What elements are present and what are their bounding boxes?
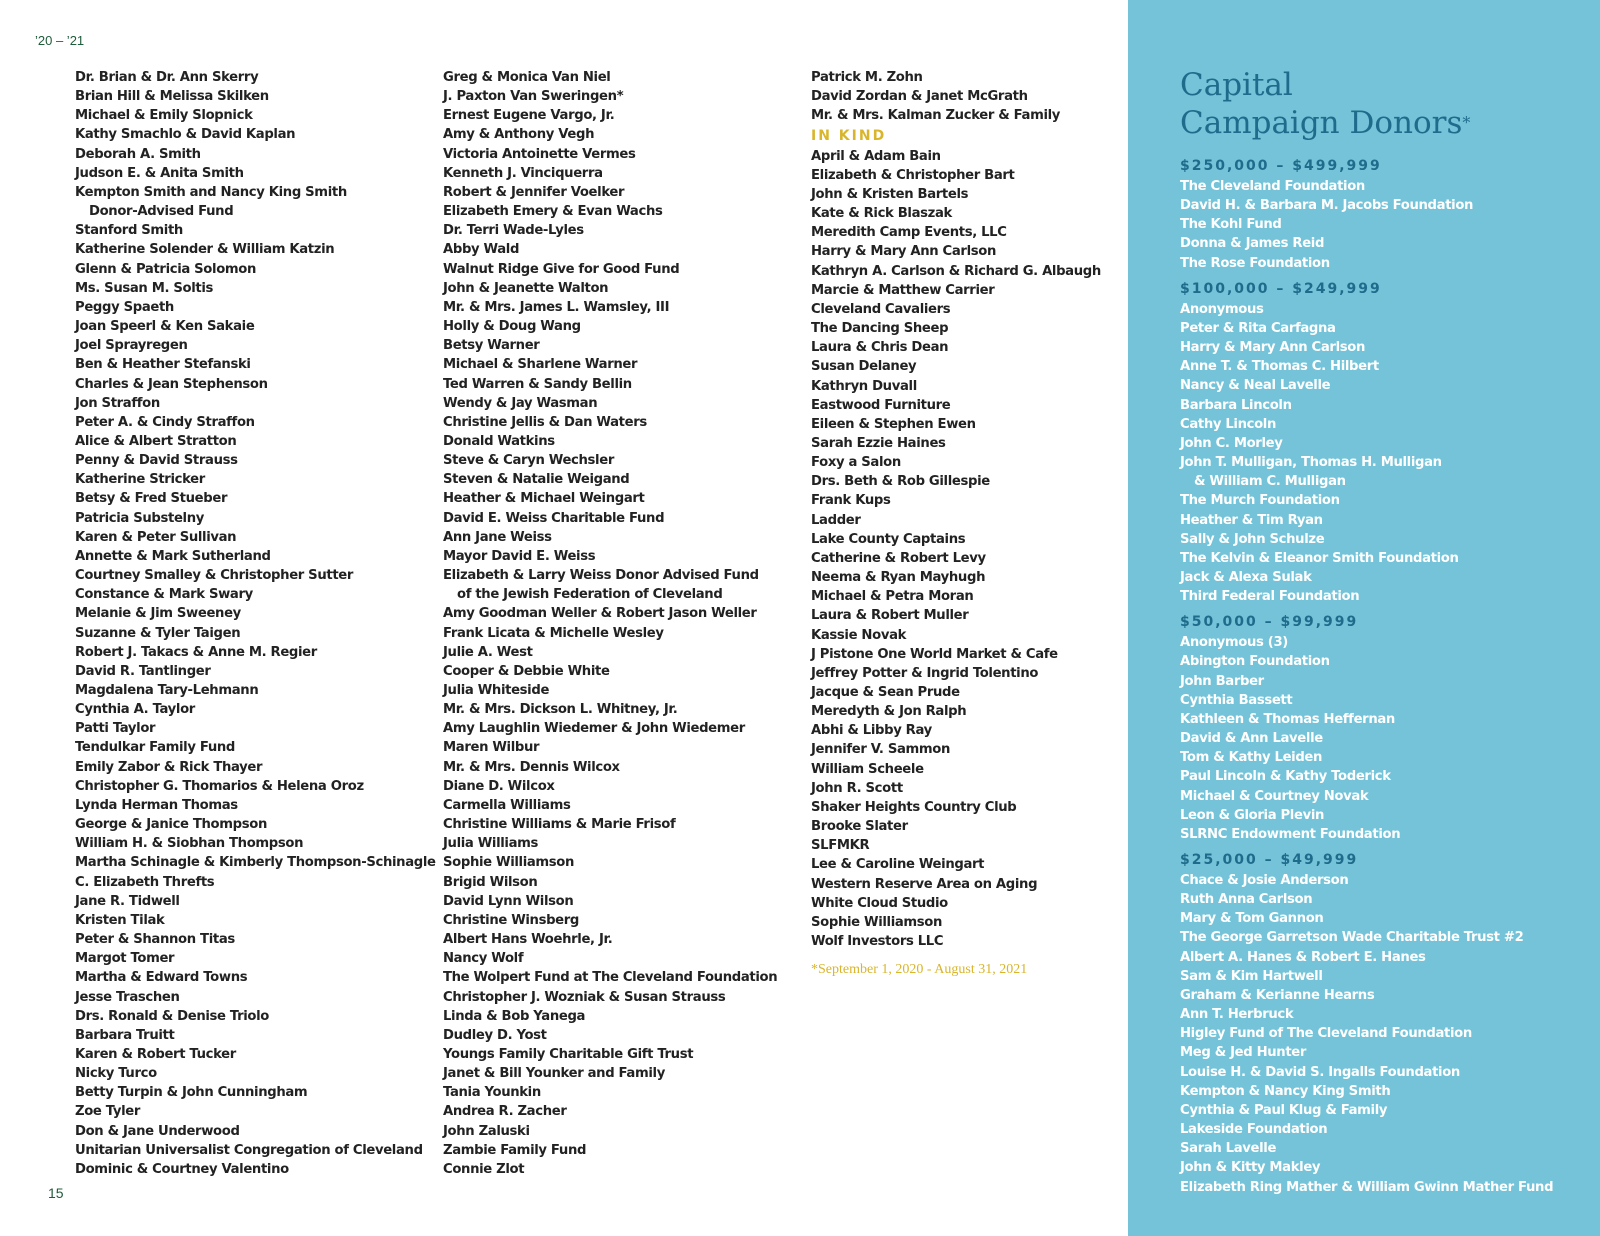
- donor-name: J. Paxton Van Sweringen*: [443, 89, 624, 105]
- donor-name: Martha & Edward Towns: [75, 970, 248, 986]
- donor-name: Tania Younkin: [443, 1085, 541, 1101]
- donor-name: Kempton & Nancy King Smith: [1180, 1083, 1391, 1099]
- donor-name: Betty Turpin & John Cunningham: [75, 1085, 308, 1101]
- tier-heading: $25,000 – $49,999: [1180, 852, 1359, 868]
- donor-name: Brigid Wilson: [443, 874, 538, 890]
- donor-name: Anonymous (3): [1180, 635, 1288, 651]
- donor-name: Meredith Camp Events, LLC: [811, 225, 1007, 241]
- donor-name: Kempton Smith and Nancy King Smith: [75, 184, 347, 200]
- donor-name: Holly & Doug Wang: [443, 319, 581, 335]
- donor-name: Louise H. & David S. Ingalls Foundation: [1180, 1064, 1460, 1080]
- donor-name: Patti Taylor: [75, 721, 156, 737]
- donor-name: Christopher G. Thomarios & Helena Oroz: [75, 778, 364, 794]
- donor-column-3: [811, 68, 1111, 979]
- donor-name: Susan Delaney: [811, 359, 917, 375]
- donor-name: Stanford Smith: [75, 223, 183, 239]
- donor-name: Laura & Chris Dean: [811, 340, 949, 356]
- donor-name: The Murch Foundation: [1180, 493, 1340, 509]
- donor-name: Karen & Robert Tucker: [75, 1046, 236, 1062]
- donor-name: Ted Warren & Sandy Bellin: [443, 376, 632, 392]
- donor-name: Dudley D. Yost: [443, 1027, 547, 1043]
- donor-name: Julie A. West: [443, 644, 533, 660]
- donor-name: Zoe Tyler: [75, 1104, 141, 1120]
- donor-name: John Zaluski: [443, 1123, 530, 1139]
- donor-name: David R. Tantlinger: [75, 663, 211, 679]
- donor-name: Katherine Stricker: [75, 472, 205, 488]
- donor-name: Steve & Caryn Wechsler: [443, 453, 614, 469]
- donor-name: Barbara Lincoln: [1180, 397, 1292, 413]
- donor-name: Tom & Kathy Leiden: [1180, 750, 1323, 766]
- donor-name: Julia Whiteside: [443, 683, 550, 698]
- donor-name: Emily Zabor & Rick Thayer: [75, 759, 263, 775]
- donor-name: Wendy & Jay Wasman: [443, 395, 598, 411]
- donor-name: The Rose Foundation: [1180, 255, 1330, 271]
- donor-name: Donor-Advised Fund: [89, 204, 234, 220]
- donor-name: Patricia Substelny: [75, 510, 204, 526]
- donor-name: Meg & Jed Hunter: [1180, 1045, 1307, 1061]
- donor-name: The Cleveland Foundation: [1180, 179, 1365, 194]
- donor-name: Catherine & Robert Levy: [811, 550, 986, 566]
- donor-name: Sarah Lavelle: [1180, 1141, 1277, 1157]
- title-line-2: Campaign Donors: [1180, 105, 1463, 141]
- donor-name: Cynthia A. Taylor: [75, 702, 195, 718]
- donor-name: Western Reserve Area on Aging: [811, 876, 1038, 892]
- donor-name: Barbara Truitt: [75, 1027, 175, 1043]
- donor-name: Courtney Smalley & Christopher Sutter: [75, 568, 354, 584]
- donor-name: Magdalena Tary-Lehmann: [75, 683, 259, 698]
- donor-name: Michael & Courtney Novak: [1180, 788, 1369, 804]
- donor-name: Dr. Terri Wade-Lyles: [443, 223, 584, 239]
- donor-name: Ms. Susan M. Soltis: [75, 280, 214, 296]
- donor-name: Heather & Michael Weingart: [443, 491, 645, 507]
- donor-name: Foxy a Salon: [811, 455, 901, 471]
- donor-name: Drs. Beth & Rob Gillespie: [811, 474, 990, 490]
- donor-name: Meredyth & Jon Ralph: [811, 704, 967, 720]
- donor-name: David Zordan & Janet McGrath: [811, 89, 1028, 105]
- donor-name: Jack & Alexa Sulak: [1180, 569, 1312, 585]
- donor-name: Dominic & Courtney Valentino: [75, 1161, 289, 1177]
- tier-heading: $100,000 – $249,999: [1180, 280, 1382, 297]
- donor-name: Donna & James Reid: [1180, 236, 1325, 252]
- capital-campaign-title: [1180, 66, 1470, 142]
- donor-name: Drs. Ronald & Denise Triolo: [75, 1008, 269, 1024]
- donor-name: Mary & Tom Gannon: [1180, 911, 1324, 927]
- donor-name: Laura & Robert Muller: [811, 608, 969, 624]
- donor-name: Martha Schinagle & Kimberly Thompson-Schinagle: [75, 855, 436, 871]
- donor-name: Mr. & Mrs. Dennis Wilcox: [443, 759, 620, 775]
- donor-name: Anne T. & Thomas C. Hilbert: [1180, 359, 1379, 375]
- donor-name: Leon & Gloria Plevin: [1180, 807, 1325, 823]
- donor-name: C. Elizabeth Threfts: [75, 874, 215, 890]
- donor-name: Amy Goodman Weller & Robert Jason Weller: [443, 606, 757, 622]
- donor-name: Mayor David E. Weiss: [443, 548, 596, 564]
- donor-name: Wolf Investors LLC: [811, 934, 944, 950]
- donor-name: Robert J. Takacs & Anne M. Regier: [75, 644, 317, 660]
- donor-name: John & Kristen Bartels: [811, 186, 969, 202]
- donor-name: of the Jewish Federation of Cleveland: [457, 587, 723, 603]
- donor-name: Eileen & Stephen Ewen: [811, 416, 976, 432]
- donor-name: Cooper & Debbie White: [443, 663, 610, 679]
- donor-name: Kassie Novak: [811, 627, 907, 643]
- donor-name: Abhi & Libby Ray: [811, 723, 932, 739]
- donor-name: Frank Licata & Michelle Wesley: [443, 625, 664, 641]
- title-line-1: Capital: [1180, 67, 1293, 103]
- donor-name: Ann T. Herbruck: [1180, 1007, 1294, 1023]
- donor-name: Maren Wilbur: [443, 740, 540, 756]
- donor-name: Mr. & Mrs. James L. Wamsley, III: [443, 299, 670, 315]
- donor-name: Ann Jane Weiss: [443, 529, 552, 545]
- donor-name: Michael & Emily Slopnick: [75, 108, 253, 124]
- donor-name: Sophie Williamson: [443, 855, 575, 871]
- donor-name: Ruth Anna Carlson: [1180, 892, 1313, 908]
- donor-name: Melanie & Jim Sweeney: [75, 606, 241, 622]
- donor-name: John C. Morley: [1180, 435, 1283, 451]
- donor-name: White Cloud Studio: [811, 895, 948, 911]
- donor-name: Kate & Rick Blaszak: [811, 206, 952, 222]
- donor-name: Marcie & Matthew Carrier: [811, 282, 995, 298]
- donor-name: Amy Laughlin Wiedemer & John Wiedemer: [443, 721, 745, 737]
- date-range-footnote: *September 1, 2020 - August 31, 2021: [811, 962, 1028, 978]
- donor-name: Brooke Slater: [811, 819, 908, 835]
- donor-name: Abington Foundation: [1180, 654, 1330, 670]
- donor-name: The Dancing Sheep: [811, 321, 949, 337]
- donor-name: Tendulkar Family Fund: [75, 740, 236, 756]
- donor-name: The Kelvin & Eleanor Smith Foundation: [1180, 550, 1459, 566]
- donor-name: Third Federal Foundation: [1180, 589, 1360, 605]
- donor-name: April & Adam Bain: [811, 148, 941, 164]
- donor-name: Nancy & Neal Lavelle: [1180, 378, 1331, 394]
- donor-name: David Lynn Wilson: [443, 893, 574, 909]
- donor-name: J Pistone One World Market & Cafe: [811, 646, 1058, 662]
- donor-name: Neema & Ryan Mayhugh: [811, 570, 986, 586]
- in-kind-list: [811, 147, 1111, 952]
- donor-name: Kathryn Duvall: [811, 378, 917, 394]
- donor-name: Sam & Kim Hartwell: [1180, 968, 1323, 984]
- donor-name: Youngs Family Charitable Gift Trust: [443, 1046, 694, 1062]
- donor-name: Carmella Williams: [443, 797, 571, 813]
- donor-name: Michael & Petra Moran: [811, 589, 974, 605]
- donor-name: Betsy & Fred Stueber: [75, 491, 228, 507]
- donor-name: Sophie Williamson: [811, 914, 943, 930]
- donor-name: Jon Straffon: [75, 395, 160, 411]
- donor-name: Janet & Bill Younker and Family: [443, 1066, 665, 1082]
- donor-name: Kenneth J. Vinciquerra: [443, 165, 603, 181]
- donor-name: Walnut Ridge Give for Good Fund: [443, 261, 680, 277]
- donor-column-1: [75, 68, 436, 1179]
- donor-name: SLRNC Endowment Foundation: [1180, 826, 1401, 842]
- donor-name: Amy & Anthony Vegh: [443, 127, 595, 143]
- donor-name: The Kohl Fund: [1180, 217, 1282, 233]
- donor-name: William Scheele: [811, 761, 924, 777]
- donor-name: George & Janice Thompson: [75, 817, 267, 833]
- donor-name: Lynda Herman Thomas: [75, 797, 238, 813]
- donor-name: Linda & Bob Yanega: [443, 1008, 586, 1024]
- donor-name: Frank Kups: [811, 493, 891, 509]
- donor-name: Donald Watkins: [443, 433, 555, 449]
- donor-name: Cynthia & Paul Klug & Family: [1180, 1102, 1388, 1118]
- donor-name: Don & Jane Underwood: [75, 1123, 240, 1139]
- donor-name: Sally & John Schulze: [1180, 531, 1325, 547]
- donor-name: Anonymous: [1180, 301, 1264, 317]
- donor-name: Chace & Josie Anderson: [1180, 873, 1349, 888]
- donor-name: Suzanne & Tyler Taigen: [75, 625, 241, 641]
- donor-name: Kathy Smachlo & David Kaplan: [75, 127, 296, 143]
- donor-name: Ben & Heather Stefanski: [75, 357, 251, 373]
- donor-name: Harry & Mary Ann Carlson: [1180, 340, 1366, 356]
- donor-name: Nicky Turco: [75, 1066, 157, 1082]
- donor-name: Nancy Wolf: [443, 951, 524, 967]
- donor-name: Peggy Spaeth: [75, 299, 174, 315]
- donor-name: Ernest Eugene Vargo, Jr.: [443, 108, 615, 124]
- donor-name: John & Jeanette Walton: [443, 280, 609, 296]
- donor-name: Christine Winsberg: [443, 912, 580, 928]
- donor-name: Kristen Tilak: [75, 912, 165, 928]
- donor-name: Penny & David Strauss: [75, 453, 238, 469]
- donor-name: Jeffrey Potter & Ingrid Tolentino: [811, 665, 1039, 681]
- donor-name: SLFMKR: [811, 838, 870, 854]
- capital-campaign-panel: [1128, 0, 1600, 1236]
- donor-name: Connie Zlot: [443, 1161, 525, 1177]
- donor-name: Jennifer V. Sammon: [811, 742, 951, 758]
- year-label: ’20 – ’21: [35, 33, 85, 48]
- donor-name: Harry & Mary Ann Carlson: [811, 244, 997, 260]
- donor-name: Abby Wald: [443, 242, 520, 258]
- donor-name: David H. & Barbara M. Jacobs Foundation: [1180, 198, 1474, 214]
- donor-name: John R. Scott: [811, 780, 903, 796]
- donor-name: Lee & Caroline Weingart: [811, 857, 985, 873]
- donor-name: The George Garretson Wade Charitable Trust #2: [1180, 930, 1524, 946]
- donor-name: Glenn & Patricia Solomon: [75, 261, 257, 277]
- donor-name: Diane D. Wilcox: [443, 778, 555, 794]
- donor-name: Lakeside Foundation: [1180, 1122, 1328, 1138]
- donor-name: Eastwood Furniture: [811, 397, 951, 413]
- donor-name: Margot Tomer: [75, 951, 175, 967]
- donor-name: Greg & Monica Van Niel: [443, 70, 611, 85]
- donor-name: Judson E. & Anita Smith: [75, 165, 244, 181]
- donor-name: Steven & Natalie Weigand: [443, 472, 630, 488]
- donor-name: Michael & Sharlene Warner: [443, 357, 638, 373]
- in-kind-heading: IN KIND: [811, 128, 887, 145]
- donor-name: Lake County Captains: [811, 531, 966, 547]
- donor-name: Zambie Family Fund: [443, 1142, 587, 1158]
- donor-name: Katherine Solender & William Katzin: [75, 242, 335, 258]
- donor-name: Julia Williams: [443, 836, 539, 852]
- donor-name: David & Ann Lavelle: [1180, 731, 1323, 747]
- donor-name: Christine Jellis & Dan Waters: [443, 414, 647, 430]
- donor-name: Christine Williams & Marie Frisof: [443, 817, 676, 833]
- donor-name: John & Kitty Makley: [1180, 1160, 1321, 1176]
- donor-name: John Barber: [1180, 673, 1264, 689]
- donor-name: Alice & Albert Stratton: [75, 433, 237, 449]
- donor-name: Kathleen & Thomas Heffernan: [1180, 711, 1395, 727]
- donor-name: & William C. Mulligan: [1194, 474, 1346, 490]
- donor-name: Higley Fund of The Cleveland Foundation: [1180, 1026, 1472, 1042]
- donor-name: Elizabeth Emery & Evan Wachs: [443, 204, 663, 220]
- donor-name: Albert Hans Woehrle, Jr.: [443, 932, 613, 948]
- donor-name: William H. & Siobhan Thompson: [75, 836, 304, 852]
- donor-name: Albert A. Hanes & Robert E. Hanes: [1180, 949, 1426, 965]
- donor-name: Patrick M. Zohn: [811, 70, 923, 85]
- donor-name: Cathy Lincoln: [1180, 416, 1277, 432]
- donor-name: Kathryn A. Carlson & Richard G. Albaugh: [811, 263, 1101, 279]
- donor-name: Cynthia Bassett: [1180, 692, 1293, 708]
- tier-heading: $50,000 – $99,999: [1180, 614, 1359, 631]
- donor-name: Robert & Jennifer Voelker: [443, 184, 625, 200]
- donor-name: Elizabeth & Christopher Bart: [811, 167, 1015, 183]
- donor-name: Ladder: [811, 512, 861, 528]
- donor-name: Andrea R. Zacher: [443, 1104, 567, 1120]
- donor-name: John T. Mulligan, Thomas H. Mulligan: [1180, 455, 1442, 471]
- donor-name: Brian Hill & Melissa Skilken: [75, 89, 269, 105]
- donor-name: Christopher J. Wozniak & Susan Strauss: [443, 989, 726, 1005]
- title-asterisk: *: [1462, 113, 1471, 132]
- donor-name: Paul Lincoln & Kathy Toderick: [1180, 769, 1391, 785]
- donor-name: Constance & Mark Swary: [75, 587, 253, 603]
- donor-name: Dr. Brian & Dr. Ann Skerry: [75, 70, 259, 85]
- donor-name: Jesse Traschen: [75, 989, 180, 1005]
- donor-name: The Wolpert Fund at The Cleveland Foundation: [443, 970, 778, 986]
- donor-name: Karen & Peter Sullivan: [75, 529, 237, 545]
- donor-name: Elizabeth Ring Mather & William Gwinn Mather Fund: [1180, 1179, 1554, 1195]
- donor-name: Charles & Jean Stephenson: [75, 376, 268, 392]
- donor-name: Heather & Tim Ryan: [1180, 512, 1323, 528]
- donor-name: Elizabeth & Larry Weiss Donor Advised Fund: [443, 568, 759, 584]
- donor-name: Graham & Kerianne Hearns: [1180, 987, 1375, 1003]
- donor-name: Jacque & Sean Prude: [811, 685, 960, 700]
- donor-name: Joan Speerl & Ken Sakaie: [75, 319, 255, 335]
- capital-campaign-tiers: [1180, 156, 1553, 1197]
- donor-name: Peter A. & Cindy Straffon: [75, 414, 255, 430]
- donor-name: Betsy Warner: [443, 338, 540, 354]
- page-number: 15: [48, 1185, 64, 1201]
- donor-name: Mr. & Mrs. Dickson L. Whitney, Jr.: [443, 702, 678, 718]
- donor-name: David E. Weiss Charitable Fund: [443, 510, 665, 526]
- donor-list-top: [811, 68, 1111, 125]
- donor-name: Jane R. Tidwell: [75, 893, 180, 909]
- donor-name: Victoria Antoinette Vermes: [443, 146, 636, 162]
- donor-name: Sarah Ezzie Haines: [811, 435, 946, 451]
- tier-heading: $250,000 – $499,999: [1180, 158, 1382, 174]
- donor-name: Peter & Rita Carfagna: [1180, 320, 1336, 336]
- donor-name: Joel Sprayregen: [75, 338, 188, 354]
- donor-name: Peter & Shannon Titas: [75, 932, 235, 948]
- donor-name: Deborah A. Smith: [75, 146, 201, 162]
- donor-name: Unitarian Universalist Congregation of Cleveland: [75, 1142, 423, 1158]
- donor-name: Mr. & Mrs. Kalman Zucker & Family: [811, 108, 1061, 124]
- donor-column-2: [443, 68, 803, 1179]
- donor-name: Annette & Mark Sutherland: [75, 548, 271, 564]
- donor-name: Shaker Heights Country Club: [811, 799, 1017, 815]
- donor-name: Cleveland Cavaliers: [811, 301, 951, 317]
